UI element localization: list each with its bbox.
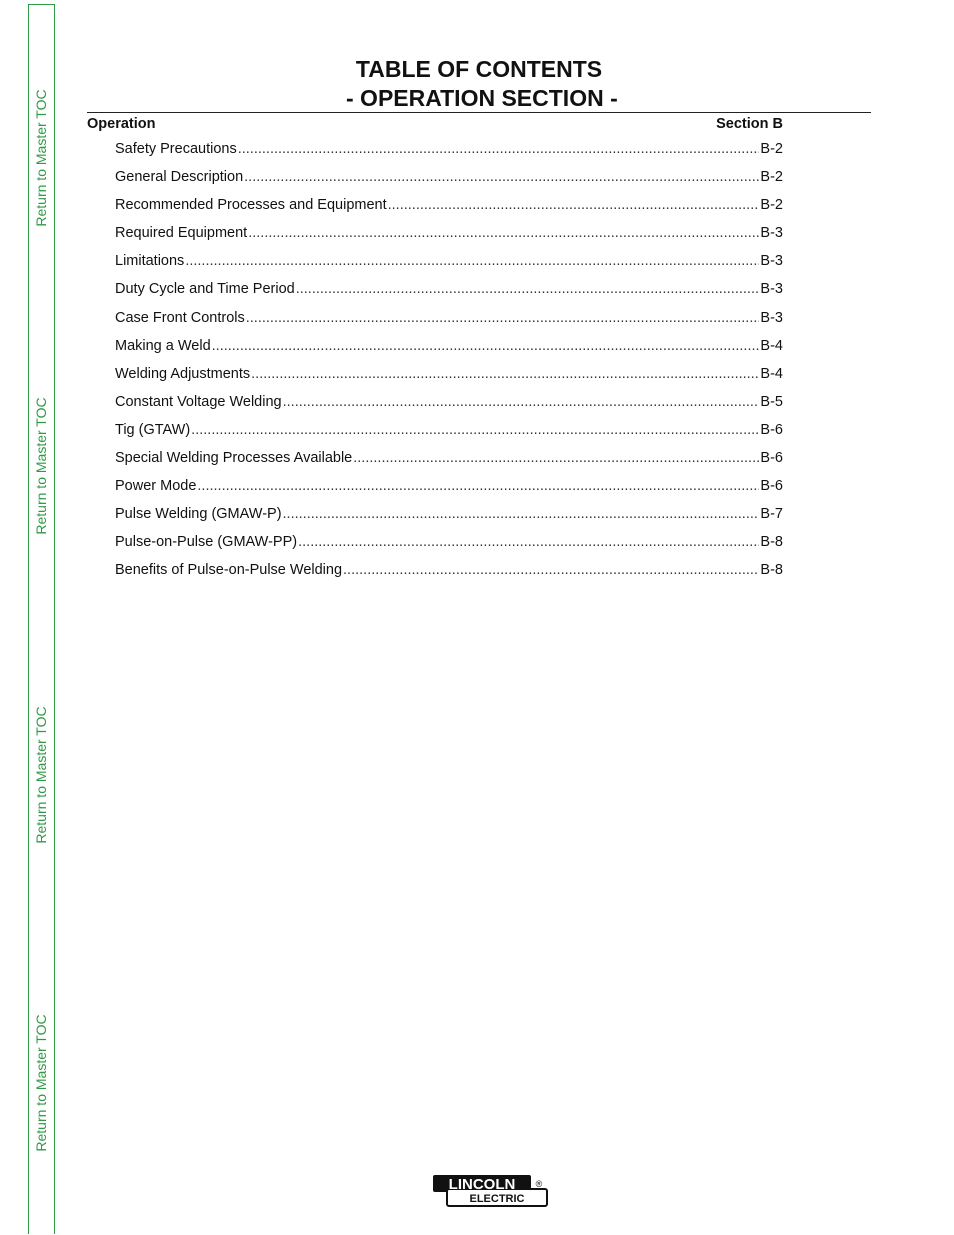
toc-entry-label: Power Mode <box>115 478 197 495</box>
page-title <box>346 55 618 113</box>
toc-dot-leader <box>251 366 759 382</box>
toc-entry-label: Pulse Welding (GMAW-P) <box>115 506 282 523</box>
toc-dot-leader <box>296 281 760 297</box>
toc-entry[interactable] <box>115 225 783 253</box>
toc-entry-label: General Description <box>115 169 244 186</box>
toc-dot-leader <box>388 197 760 213</box>
toc-entry[interactable] <box>115 534 783 562</box>
toc-entry[interactable] <box>115 506 783 534</box>
toc-dot-leader <box>212 338 760 354</box>
toc-entry-page: B-8 <box>760 534 783 551</box>
svg-text:ELECTRIC: ELECTRIC <box>469 1193 525 1205</box>
toc-entry[interactable] <box>115 169 783 197</box>
toc-entry-label: Recommended Processes and Equipment <box>115 197 387 214</box>
column-header-operation: Operation <box>87 116 156 132</box>
toc-entry[interactable] <box>115 253 783 281</box>
lincoln-electric-logo <box>432 1174 548 1208</box>
toc-entry-page: B-3 <box>760 253 783 270</box>
toc-entry-page: B-4 <box>760 365 783 382</box>
return-to-master-toc-link[interactable]: Return to Master TOC <box>33 397 49 535</box>
svg-text:LINCOLN: LINCOLN <box>448 1176 516 1193</box>
return-to-master-toc-link[interactable]: Return to Master TOC <box>33 89 49 227</box>
toc-entry-page: B-3 <box>760 281 783 298</box>
toc-entry[interactable] <box>115 422 783 450</box>
column-header-section: Section B <box>716 116 783 132</box>
page-title-line-2: - OPERATION SECTION - <box>346 85 618 111</box>
toc-entry-label: Benefits of Pulse-on-Pulse Welding <box>115 562 343 579</box>
toc-entry-label: Constant Voltage Welding <box>115 393 282 410</box>
toc-dot-leader <box>244 169 759 185</box>
toc-entry-label: Special Welding Processes Available <box>115 450 353 467</box>
toc-entry-label: Welding Adjustments <box>115 365 251 382</box>
return-to-master-toc-link[interactable]: Return to Master TOC <box>33 1014 49 1152</box>
toc-dot-leader <box>238 141 760 157</box>
toc-entry[interactable] <box>115 394 783 422</box>
toc-entry[interactable] <box>115 141 783 169</box>
title-divider <box>87 112 871 113</box>
toc-list <box>115 141 783 591</box>
toc-entry[interactable] <box>115 281 783 309</box>
toc-entry[interactable] <box>115 478 783 506</box>
toc-entry-page: B-6 <box>760 478 783 495</box>
toc-entry-page: B-3 <box>760 309 783 326</box>
toc-entry-page: B-7 <box>760 506 783 523</box>
toc-dot-leader <box>246 310 760 326</box>
toc-entry[interactable] <box>115 197 783 225</box>
toc-entry-label: Making a Weld <box>115 337 211 354</box>
toc-entry-label: Duty Cycle and Time Period <box>115 281 295 298</box>
toc-entry-label: Required Equipment <box>115 225 248 242</box>
toc-dot-leader <box>283 394 760 410</box>
toc-dot-leader <box>197 478 759 494</box>
toc-entry-page: B-2 <box>760 141 783 157</box>
toc-entry-page: B-6 <box>760 421 783 438</box>
toc-entry-label: Limitations <box>115 253 185 270</box>
toc-entry-page: B-4 <box>760 337 783 354</box>
toc-entry[interactable] <box>115 338 783 366</box>
toc-entry-page: B-3 <box>760 225 783 242</box>
toc-dot-leader <box>298 534 759 550</box>
toc-entry-label: Safety Precautions <box>115 141 237 157</box>
toc-dot-leader <box>191 422 759 438</box>
toc-entry-page: B-2 <box>760 197 783 214</box>
page-title-line-1: TABLE OF CONTENTS <box>355 56 603 82</box>
return-to-master-toc-link[interactable]: Return to Master TOC <box>33 706 49 844</box>
toc-entry[interactable] <box>115 450 783 478</box>
toc-entry-page: B-8 <box>760 562 783 579</box>
toc-dot-leader <box>185 253 759 269</box>
toc-dot-leader <box>343 562 759 578</box>
toc-entry[interactable] <box>115 366 783 394</box>
toc-entry-page: B-5 <box>760 393 783 410</box>
svg-text:®: ® <box>535 1179 543 1189</box>
toc-dot-leader <box>248 225 759 241</box>
toc-entry[interactable] <box>115 562 783 590</box>
toc-entry[interactable] <box>115 310 783 338</box>
toc-entry-label: Pulse-on-Pulse (GMAW-PP) <box>115 534 298 551</box>
toc-dot-leader <box>283 506 760 522</box>
toc-entry-page: B-2 <box>760 169 783 186</box>
toc-dot-leader <box>353 450 759 466</box>
toc-entry-label: Tig (GTAW) <box>115 421 191 438</box>
toc-entry-label: Case Front Controls <box>115 309 245 326</box>
toc-entry-page: B-6 <box>760 450 783 467</box>
